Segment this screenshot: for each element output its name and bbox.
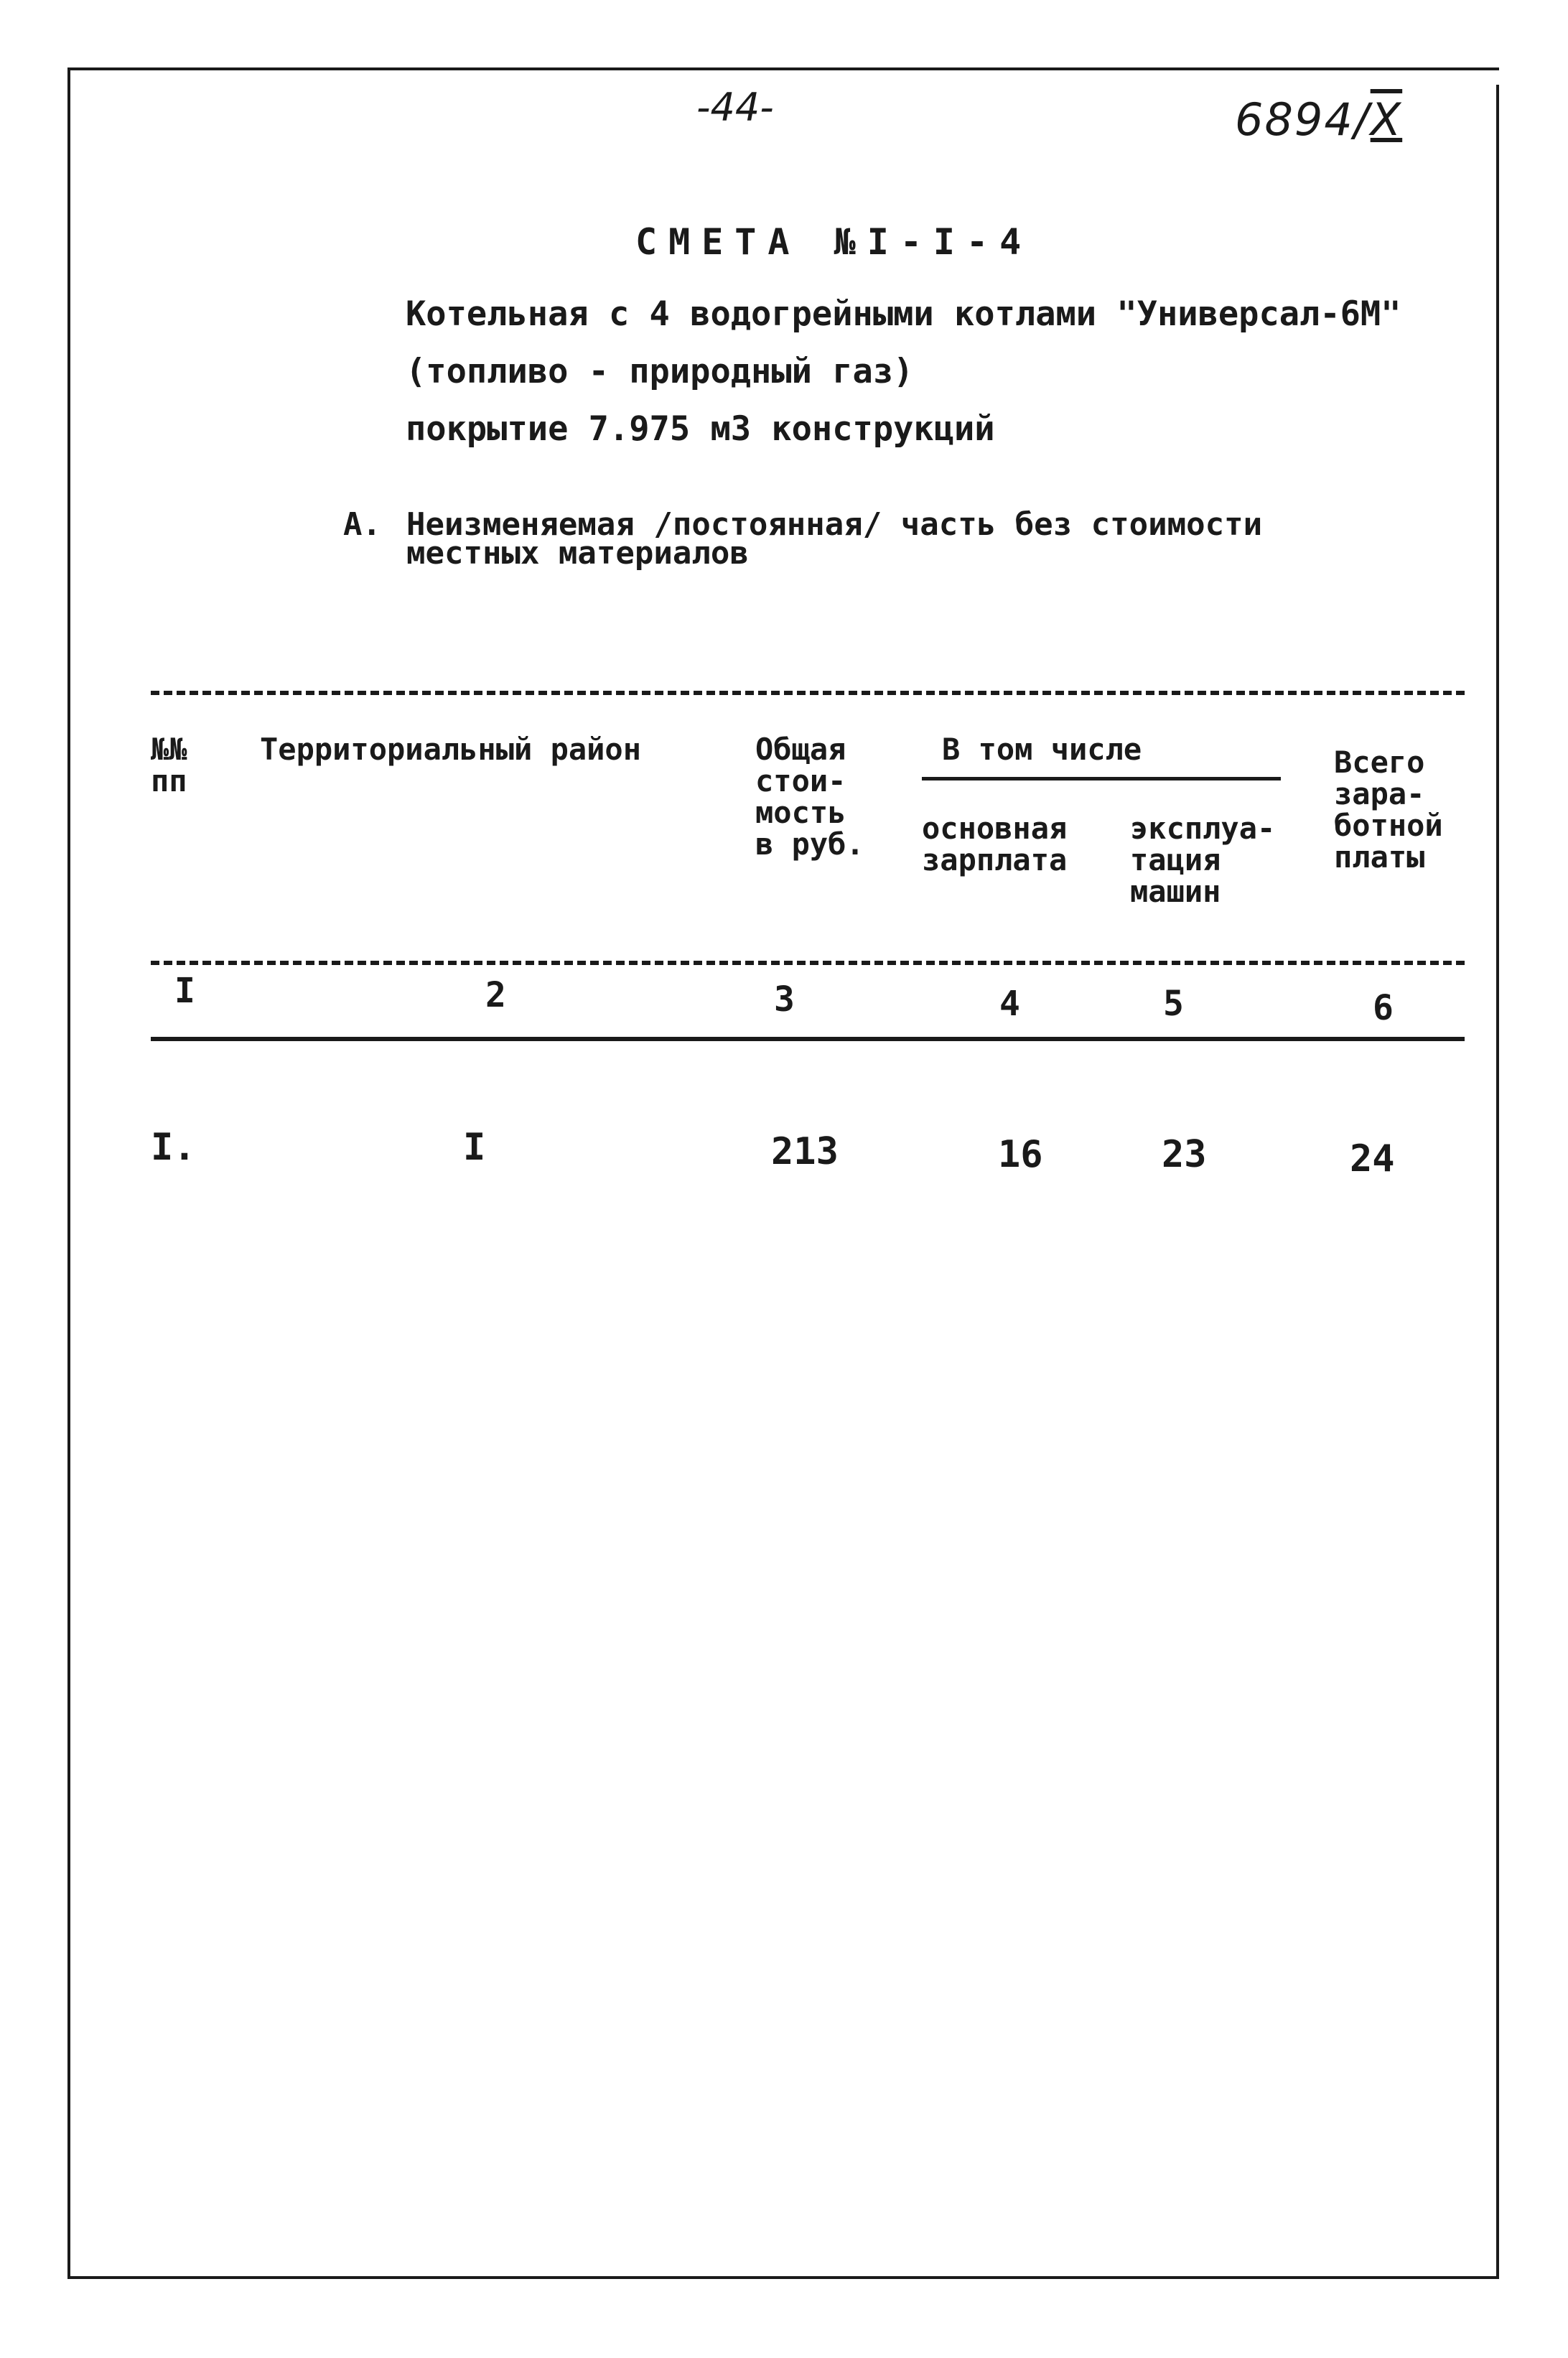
frame-left-border	[67, 67, 70, 2279]
header-bottom-rule	[151, 961, 1465, 965]
frame-right-border	[1496, 85, 1499, 2278]
header-group-underline	[922, 777, 1281, 780]
table-top-rule	[151, 691, 1465, 695]
document-code-main: 6894/	[1235, 93, 1371, 146]
column-number-6: 6	[1373, 988, 1394, 1028]
header-machine-operation: эксплуа- тация машин	[1130, 811, 1276, 909]
column-number-4: 4	[999, 984, 1020, 1024]
section-line-1: Неизменяемая /постоянная/ часть без стоимости	[406, 506, 1263, 543]
header-district: Территориальный район	[260, 732, 642, 767]
row-1-machine-operation: 23	[1162, 1133, 1207, 1176]
column-number-1: I	[174, 971, 195, 1011]
document-code-mark: X	[1370, 93, 1403, 146]
column-number-3: 3	[774, 979, 795, 1020]
estimate-description-line-1: Котельная с 4 водогрейными котлами "Универсал-6М"	[406, 294, 1401, 334]
row-1-number: I.	[151, 1126, 196, 1169]
header-total-cost: Общая стои- мость в руб.	[755, 732, 864, 862]
estimate-description-line-2: (топливо - природный газ)	[406, 352, 914, 391]
table-body-rule	[151, 1037, 1465, 1041]
row-1-district: I	[463, 1126, 486, 1169]
header-group-including: В том числе	[942, 732, 1142, 767]
section-line-2: местных материалов	[406, 535, 749, 572]
row-1-total-cost: 213	[771, 1130, 839, 1173]
page-number: -44-	[696, 85, 774, 130]
frame-top-border	[67, 67, 1499, 70]
estimate-description-line-3: покрытие 7.975 м3 конструкций	[406, 409, 995, 449]
estimate-title: СМЕТА №I-I-4	[635, 221, 1033, 263]
column-number-5: 5	[1163, 984, 1184, 1024]
section-letter: А.	[343, 506, 381, 543]
row-1-total-wages: 24	[1350, 1137, 1395, 1180]
frame-bottom-border	[67, 2276, 1499, 2279]
column-number-2: 2	[485, 975, 506, 1015]
header-total-wages: Всего зара- ботной платы	[1334, 745, 1443, 875]
document-code	[1235, 93, 1402, 146]
header-basic-salary: основная зарплата	[922, 811, 1068, 877]
row-1-basic-salary: 16	[998, 1133, 1043, 1176]
header-number: №№ пп	[151, 732, 187, 798]
